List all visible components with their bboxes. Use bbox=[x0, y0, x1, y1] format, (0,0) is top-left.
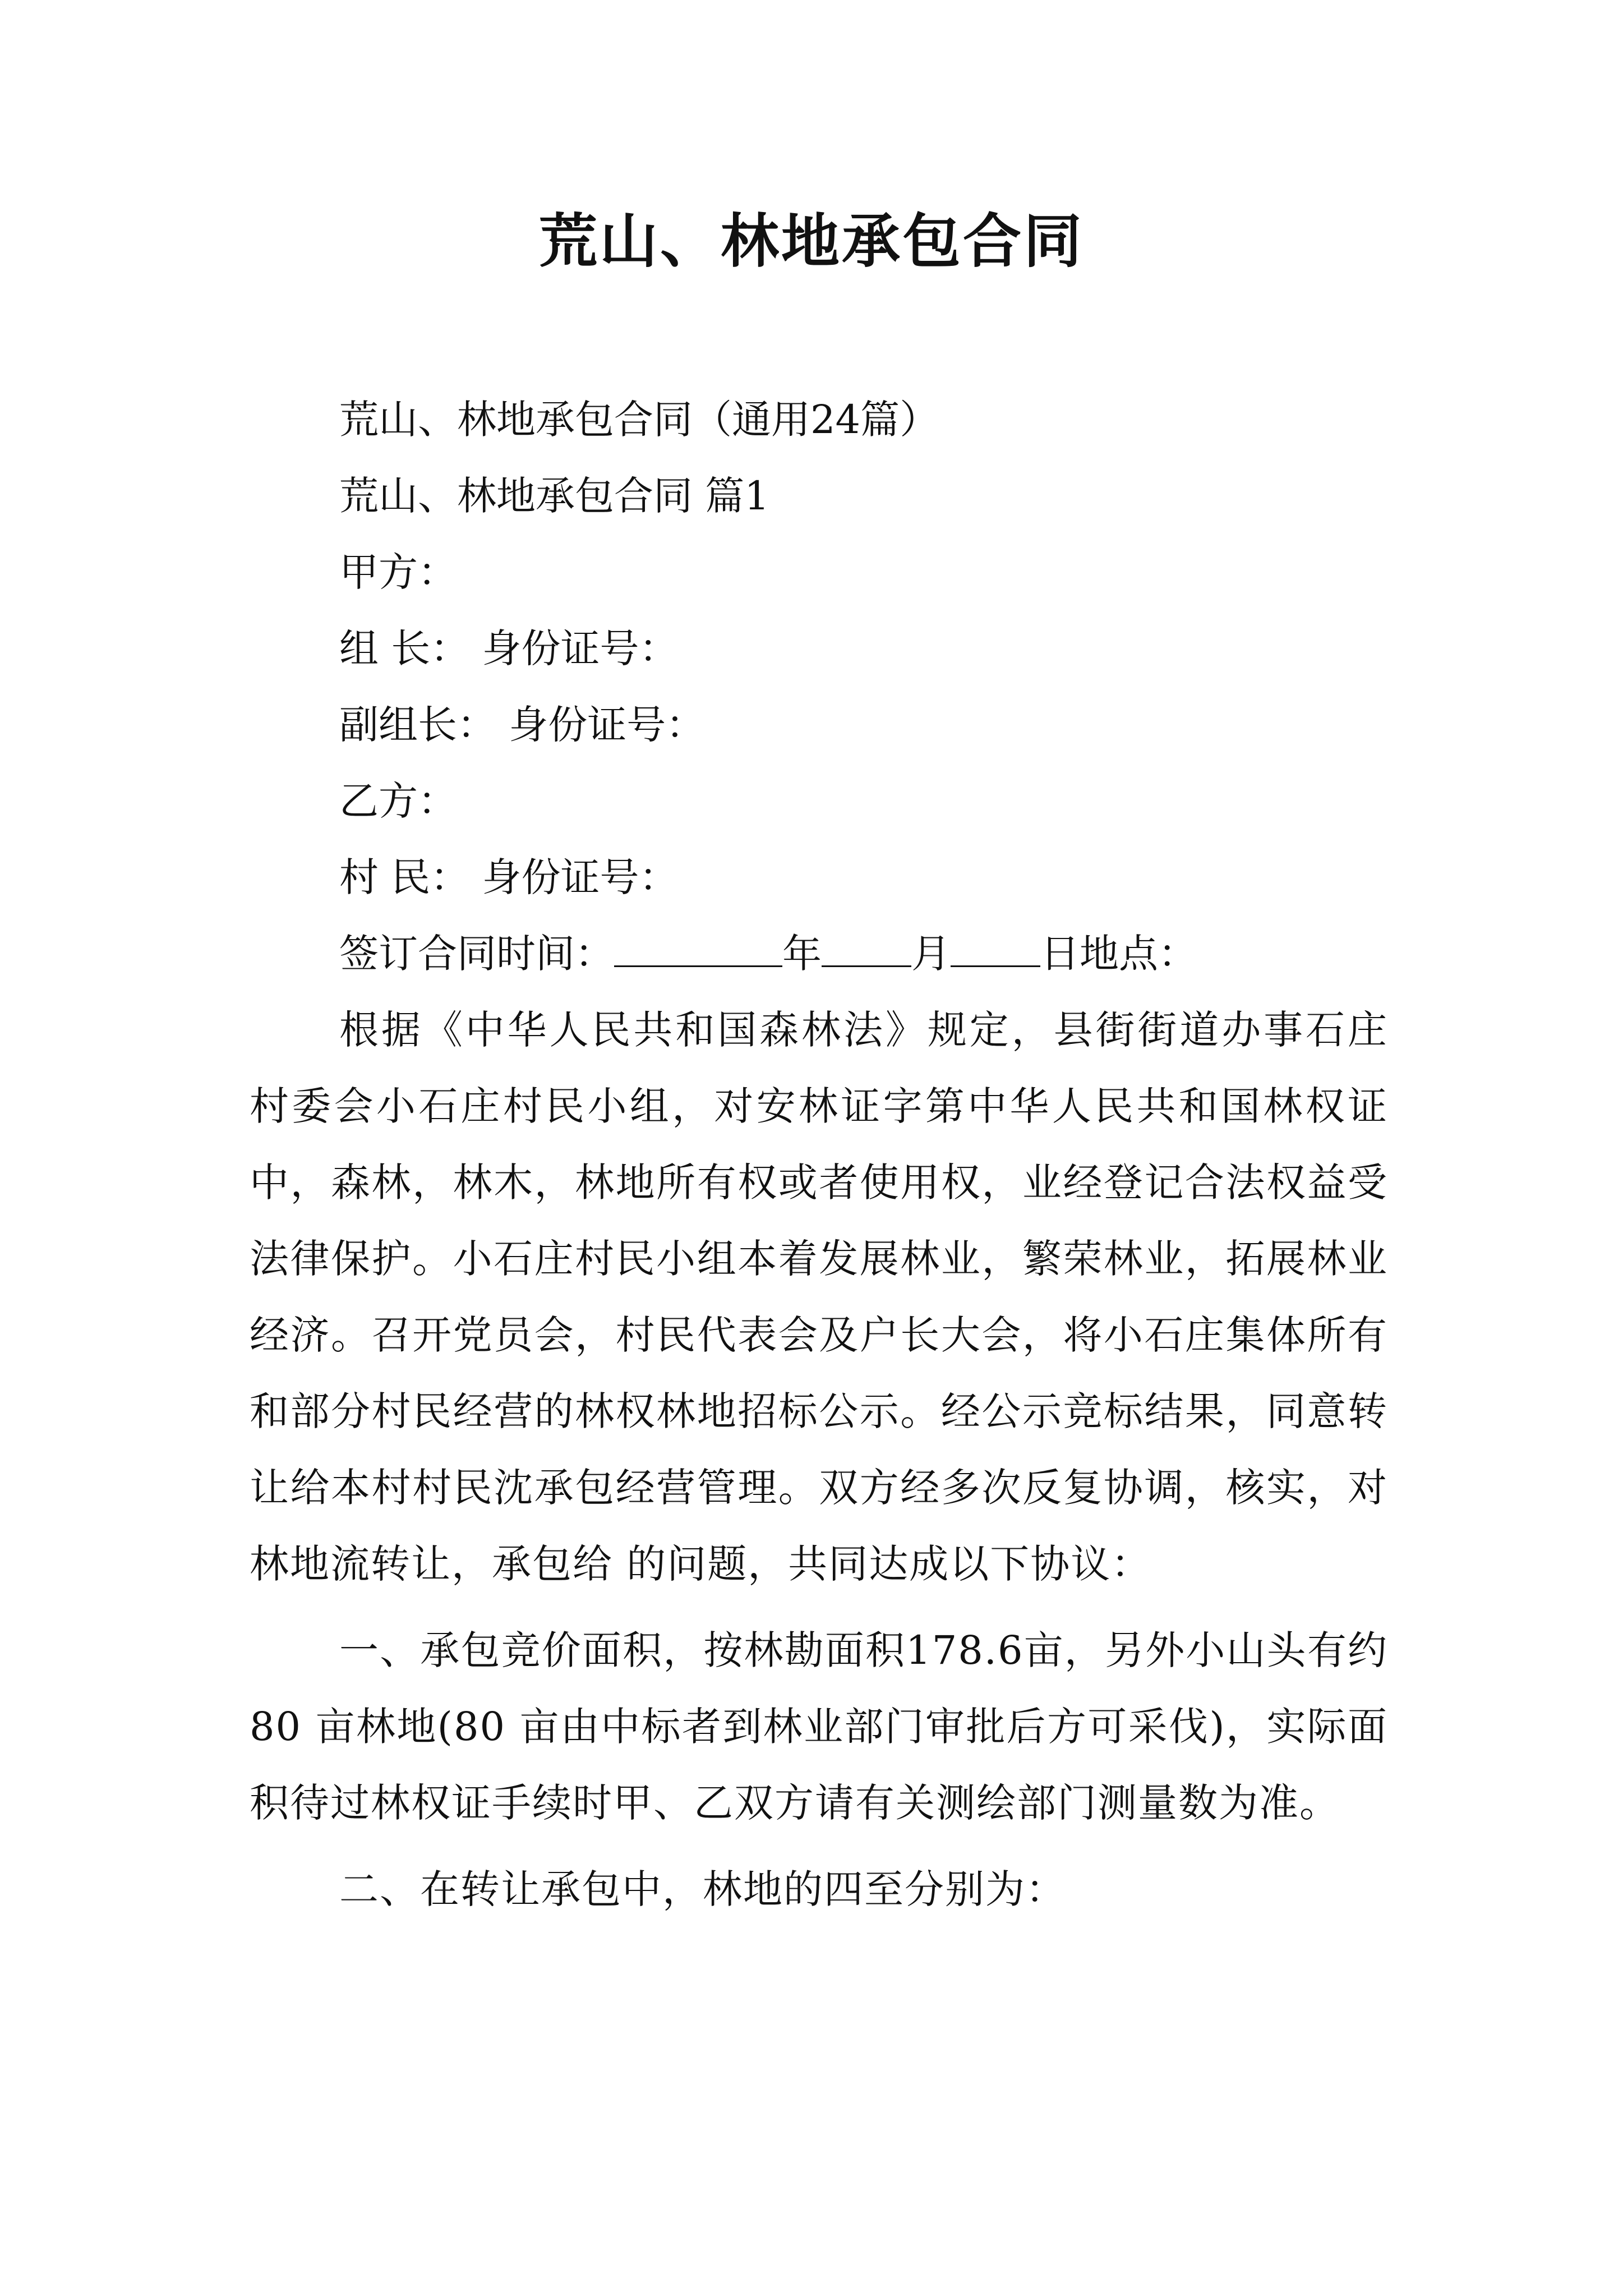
intro-paragraph: 根据《中华人民共和国森林法》规定，县街街道办事石庄村委会小石庄村民小组，对安林证字第中华人民共和国林权证中，森林，林木，林地所有权或者使用权，业经登记合法权益受法律保护。小石庄村民小组本着发展林业，繁荣林业，拓展林业经济。召开党员会，村民代表会及户长大会，将小石庄集体所有和部分村民经营的林权林地招标公示。经公示竞标结果，同意转让给本村村民沈承包经营管理。双方经多次反复协调，核实，对林地流转让，承包给 的问题，共同达成以下协议： bbox=[250, 1007, 1388, 1587]
day-place-label: 日地点： bbox=[1040, 931, 1197, 977]
day-blank bbox=[951, 933, 1040, 967]
clause-one-paragraph: 一、承包竞价面积，按林勘面积178.6亩，另外小山头有约 80 亩林地(80 亩由中标者到林业部门审批后方可采伐)，实际面积待过林权证手续时甲、乙双方请有关测绘部门测量数为准。 bbox=[250, 1627, 1388, 1826]
month-blank bbox=[822, 933, 911, 967]
document-subtitle: 荒山、林地承包合同（通用24篇） bbox=[339, 397, 939, 443]
sign-date-line bbox=[250, 915, 1388, 992]
party-b-label: 乙方： bbox=[339, 778, 457, 824]
villager-id-line: 村 民： 身份证号： bbox=[339, 854, 679, 900]
year-label: 年 bbox=[782, 931, 822, 977]
month-label: 月 bbox=[911, 931, 951, 977]
document-title: 荒山、林地承包合同 bbox=[538, 207, 1084, 275]
section-heading: 荒山、林地承包合同 篇1 bbox=[339, 473, 769, 519]
party-a-label: 甲方： bbox=[339, 549, 457, 595]
sign-date-label: 签订合同时间： bbox=[339, 931, 614, 977]
leader-id-line: 组 长： 身份证号： bbox=[339, 625, 679, 671]
year-blank bbox=[614, 933, 782, 967]
deputy-id-line: 副组长： 身份证号： bbox=[339, 702, 706, 748]
clause-two-paragraph: 二、在转让承包中，林地的四至分别为： bbox=[339, 1866, 1066, 1912]
document-body bbox=[250, 381, 1388, 1927]
